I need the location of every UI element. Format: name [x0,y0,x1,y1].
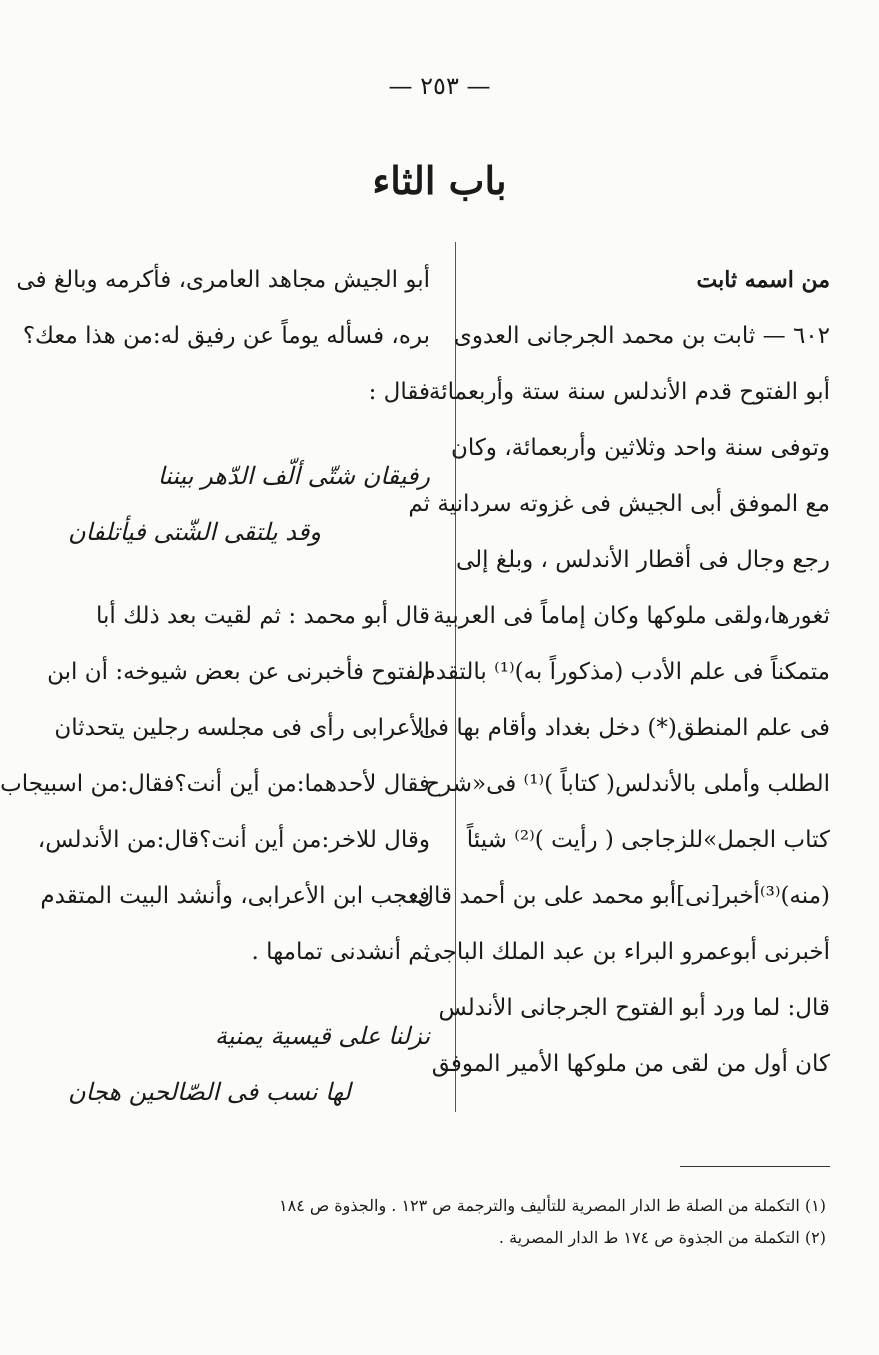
text-line: مع الموفق أبى الجيش فى غزوته سردانية ثم [408,491,830,517]
text-line: فى علم المنطق(*) دخل بغداد وأقام بها فى [418,715,830,741]
text-line: فعجب ابن الأعرابى، وأنشد البيت المتقدم [40,883,430,909]
spacer [68,980,430,1008]
text-line: فقال لأحدهما:من أين أنت؟فقال:من اسبيجاب [0,771,430,797]
verse-hemistich: لها نسب فى الصّالحين هجان [68,1078,351,1106]
subheading: من اسمه ثابت [696,267,830,293]
text-line: الطلب وأملى بالأندلس( كتاباً )⁽¹⁾ فى«شرح [425,771,830,797]
text-line: وتوفى سنة واحد وثلاثين وأربعمائة، وكان [450,435,830,461]
text-line: أبو الجيش مجاهد العامرى، فأكرمه وبالغ فى [16,267,430,293]
spacer [68,560,430,588]
section-heading: باب الثاء [372,158,507,203]
text-line: وقال للاخر:من أين أنت؟قال:من الأندلس، [37,827,430,853]
text-line: كان أول من لقى من ملوكها الأمير الموفق [431,1051,830,1077]
text-line: قال أبو محمد : ثم لقيت بعد ذلك أبا [95,603,430,629]
text-line: رجع وجال فى أقطار الأندلس ، وبلغ إلى [456,547,830,573]
spacer [68,420,430,448]
text-line: قال: لما ورد أبو الفتوح الجرجانى الأندلس [438,995,830,1021]
right-column [408,252,830,1092]
text-line: بره، فسأله يوماً عن رفيق له:من هذا معك؟ [22,323,430,349]
footnote-rule [680,1166,830,1167]
text-line: الفتوح فأخبرنى عن بعض شيوخه: أن ابن [47,659,430,685]
footnote: (٢) التكملة من الجذوة ص ١٧٤ ط الدار المصرية . [498,1228,826,1247]
footnotes [160,1190,826,1254]
text-line: أبو الفتوح قدم الأندلس سنة ستة وأربعمائة [428,379,830,405]
text-line: متمكناً فى علم الأدب (مذكوراً به)⁽¹⁾ بالتقدم [421,659,830,685]
text-line: ثغورها،ولقى ملوكها وكان إماماً فى العربية [433,603,830,629]
text-line: (منه)⁽³⁾أخبر[نى]أبو محمد على بن أحمد قال: [409,883,830,909]
footnote: (١) التكملة من الصلة ط الدار المصرية للتأليف والترجمة ص ١٢٣ . والجذوة ص ١٨٤ [279,1196,826,1215]
text-line: الأعرابى رأى فى مجلسه رجلين يتحدثان [54,715,430,741]
left-column [0,252,430,1120]
text-line: ثم أنشدنى تمامها . [251,939,430,965]
verse-hemistich: نزلنا على قيسية يمنية [214,1022,430,1050]
verse-hemistich: وقد يلتقى الشّتى فيأتلفان [68,518,321,546]
text-line: كتاب الجمل»للزجاجى ( رأيت )⁽²⁾ شيئاً [466,827,830,853]
text-line: فقال : [368,379,430,405]
page-number: — ٢٥٣ — [388,72,491,100]
verse-hemistich: رفيقان شتّى ألّف الدّهر بيننا [157,462,430,490]
text-line: أخبرنى أبوعمرو البراء بن عبد الملك الباجى [423,939,830,965]
text-line: ٦٠٢ — ثابت بن محمد الجرجانى العدوى [453,323,830,349]
